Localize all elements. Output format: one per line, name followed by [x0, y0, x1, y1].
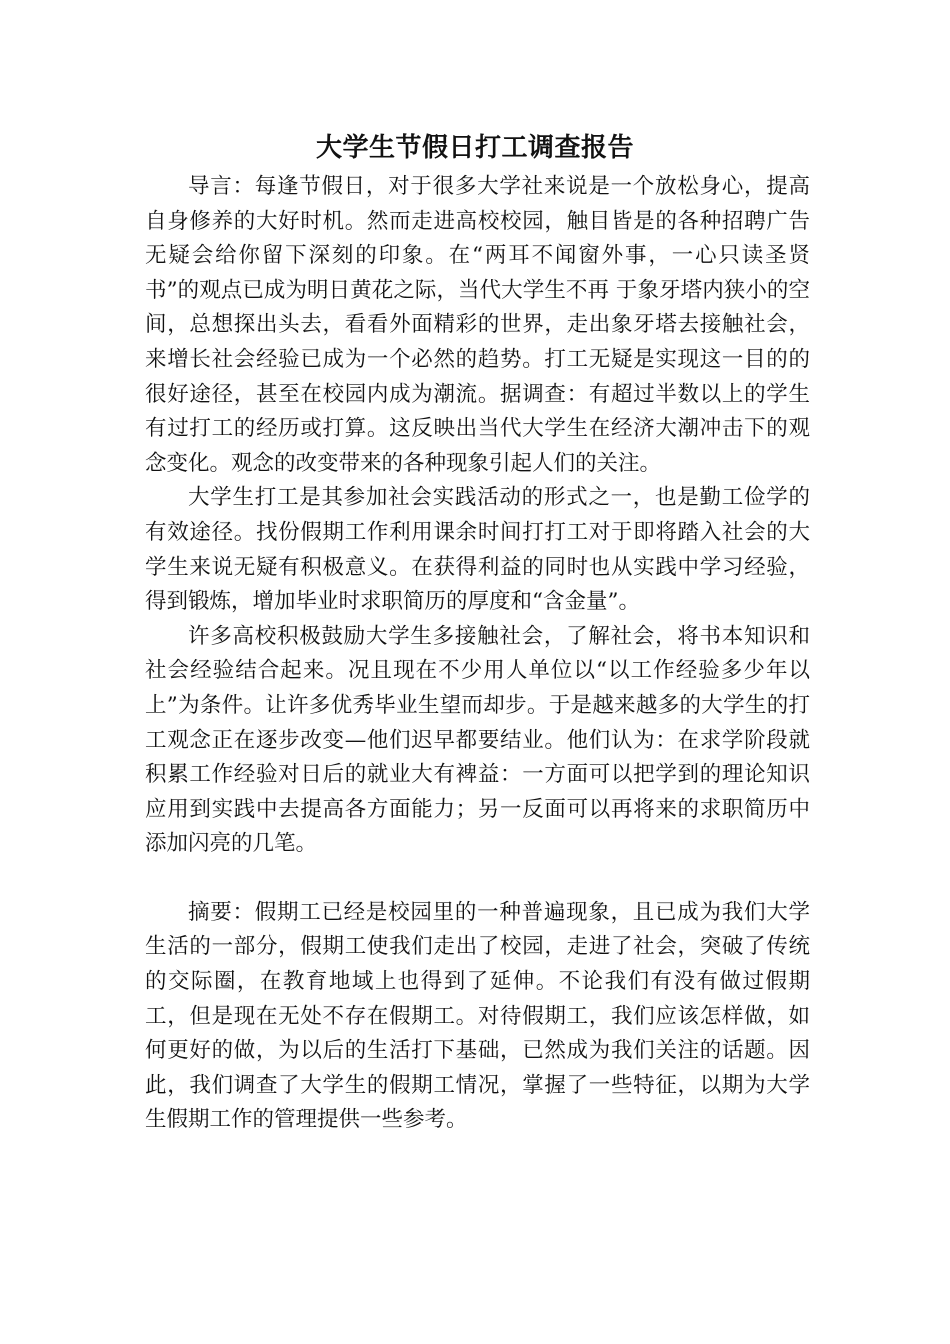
- paragraph-gap: [145, 862, 810, 896]
- paragraph-practice: 大学生打工是其参加社会实践活动的形式之一，也是勤工俭学的有效途径。找份假期工作利用课余时间打打工对于即将踏入社会的大学生来说无疑有积极意义。在获得利益的同时也从实践中学习经验，得到锻炼，增加毕业时求职简历的厚度和“含金量”。: [145, 485, 810, 615]
- paragraph-experience: 许多高校积极鼓励大学生多接触社会，了解社会，将书本知识和社会经验结合起来。况且现在不少用人单位以“以工作经验多少年以上”为条件。让许多优秀毕业生望而却步。于是越来越多的大学生的打工观念正在逐步改变—他们迟早都要结业。他们认为：在求学阶段就积累工作经验对日后的就业大有裨益：一方面可以把学到的理论知识应用到实践中去提高各方面能力；另一反面可以再将来的求职简历中添加闪亮的几笔。: [145, 623, 810, 857]
- paragraph-abstract: 摘要：假期工已经是校园里的一种普遍现象，且已成为我们大学生活的一部分，假期工使我们走出了校园，走进了社会，突破了传统的交际圈，在教育地域上也得到了延伸。不论我们有没有做过假期工，但是现在无处不存在假期工。对待假期工，我们应该怎样做，如何更好的做，为以后的生活打下基础，已然成为我们关注的话题。因此，我们调查了大学生的假期工情况，掌握了一些特征，以期为大学生假期工作的管理提供一些参考。: [145, 899, 810, 1133]
- paragraph-introduction: 导言：每逢节假日，对于很多大学社来说是一个放松身心，提高自身修养的大好时机。然而走进高校校园，触目皆是的各种招聘广告无疑会给你留下深刻的印象。在“两耳不闻窗外事，一心只读圣贤书”的观点已成为明日黄花之际，当代大学生不再 于象牙塔内狭小的空间，总想探出头去，看看外面精彩的世界，走出象牙塔去接触社会，来增长社会经验已成为一个必然的趋势。打工无疑是实现这一目的的很好途径，甚至在校园内成为潮流。据调查：有超过半数以上的学生有过打工的经历或打算。这反映出当代大学生在经济大潮冲击下的观念变化。观念的改变带来的各种现象引起人们的关注。: [145, 174, 810, 476]
- document-body: [145, 170, 810, 1138]
- document-title: 大学生节假日打工调查报告: [315, 133, 634, 163]
